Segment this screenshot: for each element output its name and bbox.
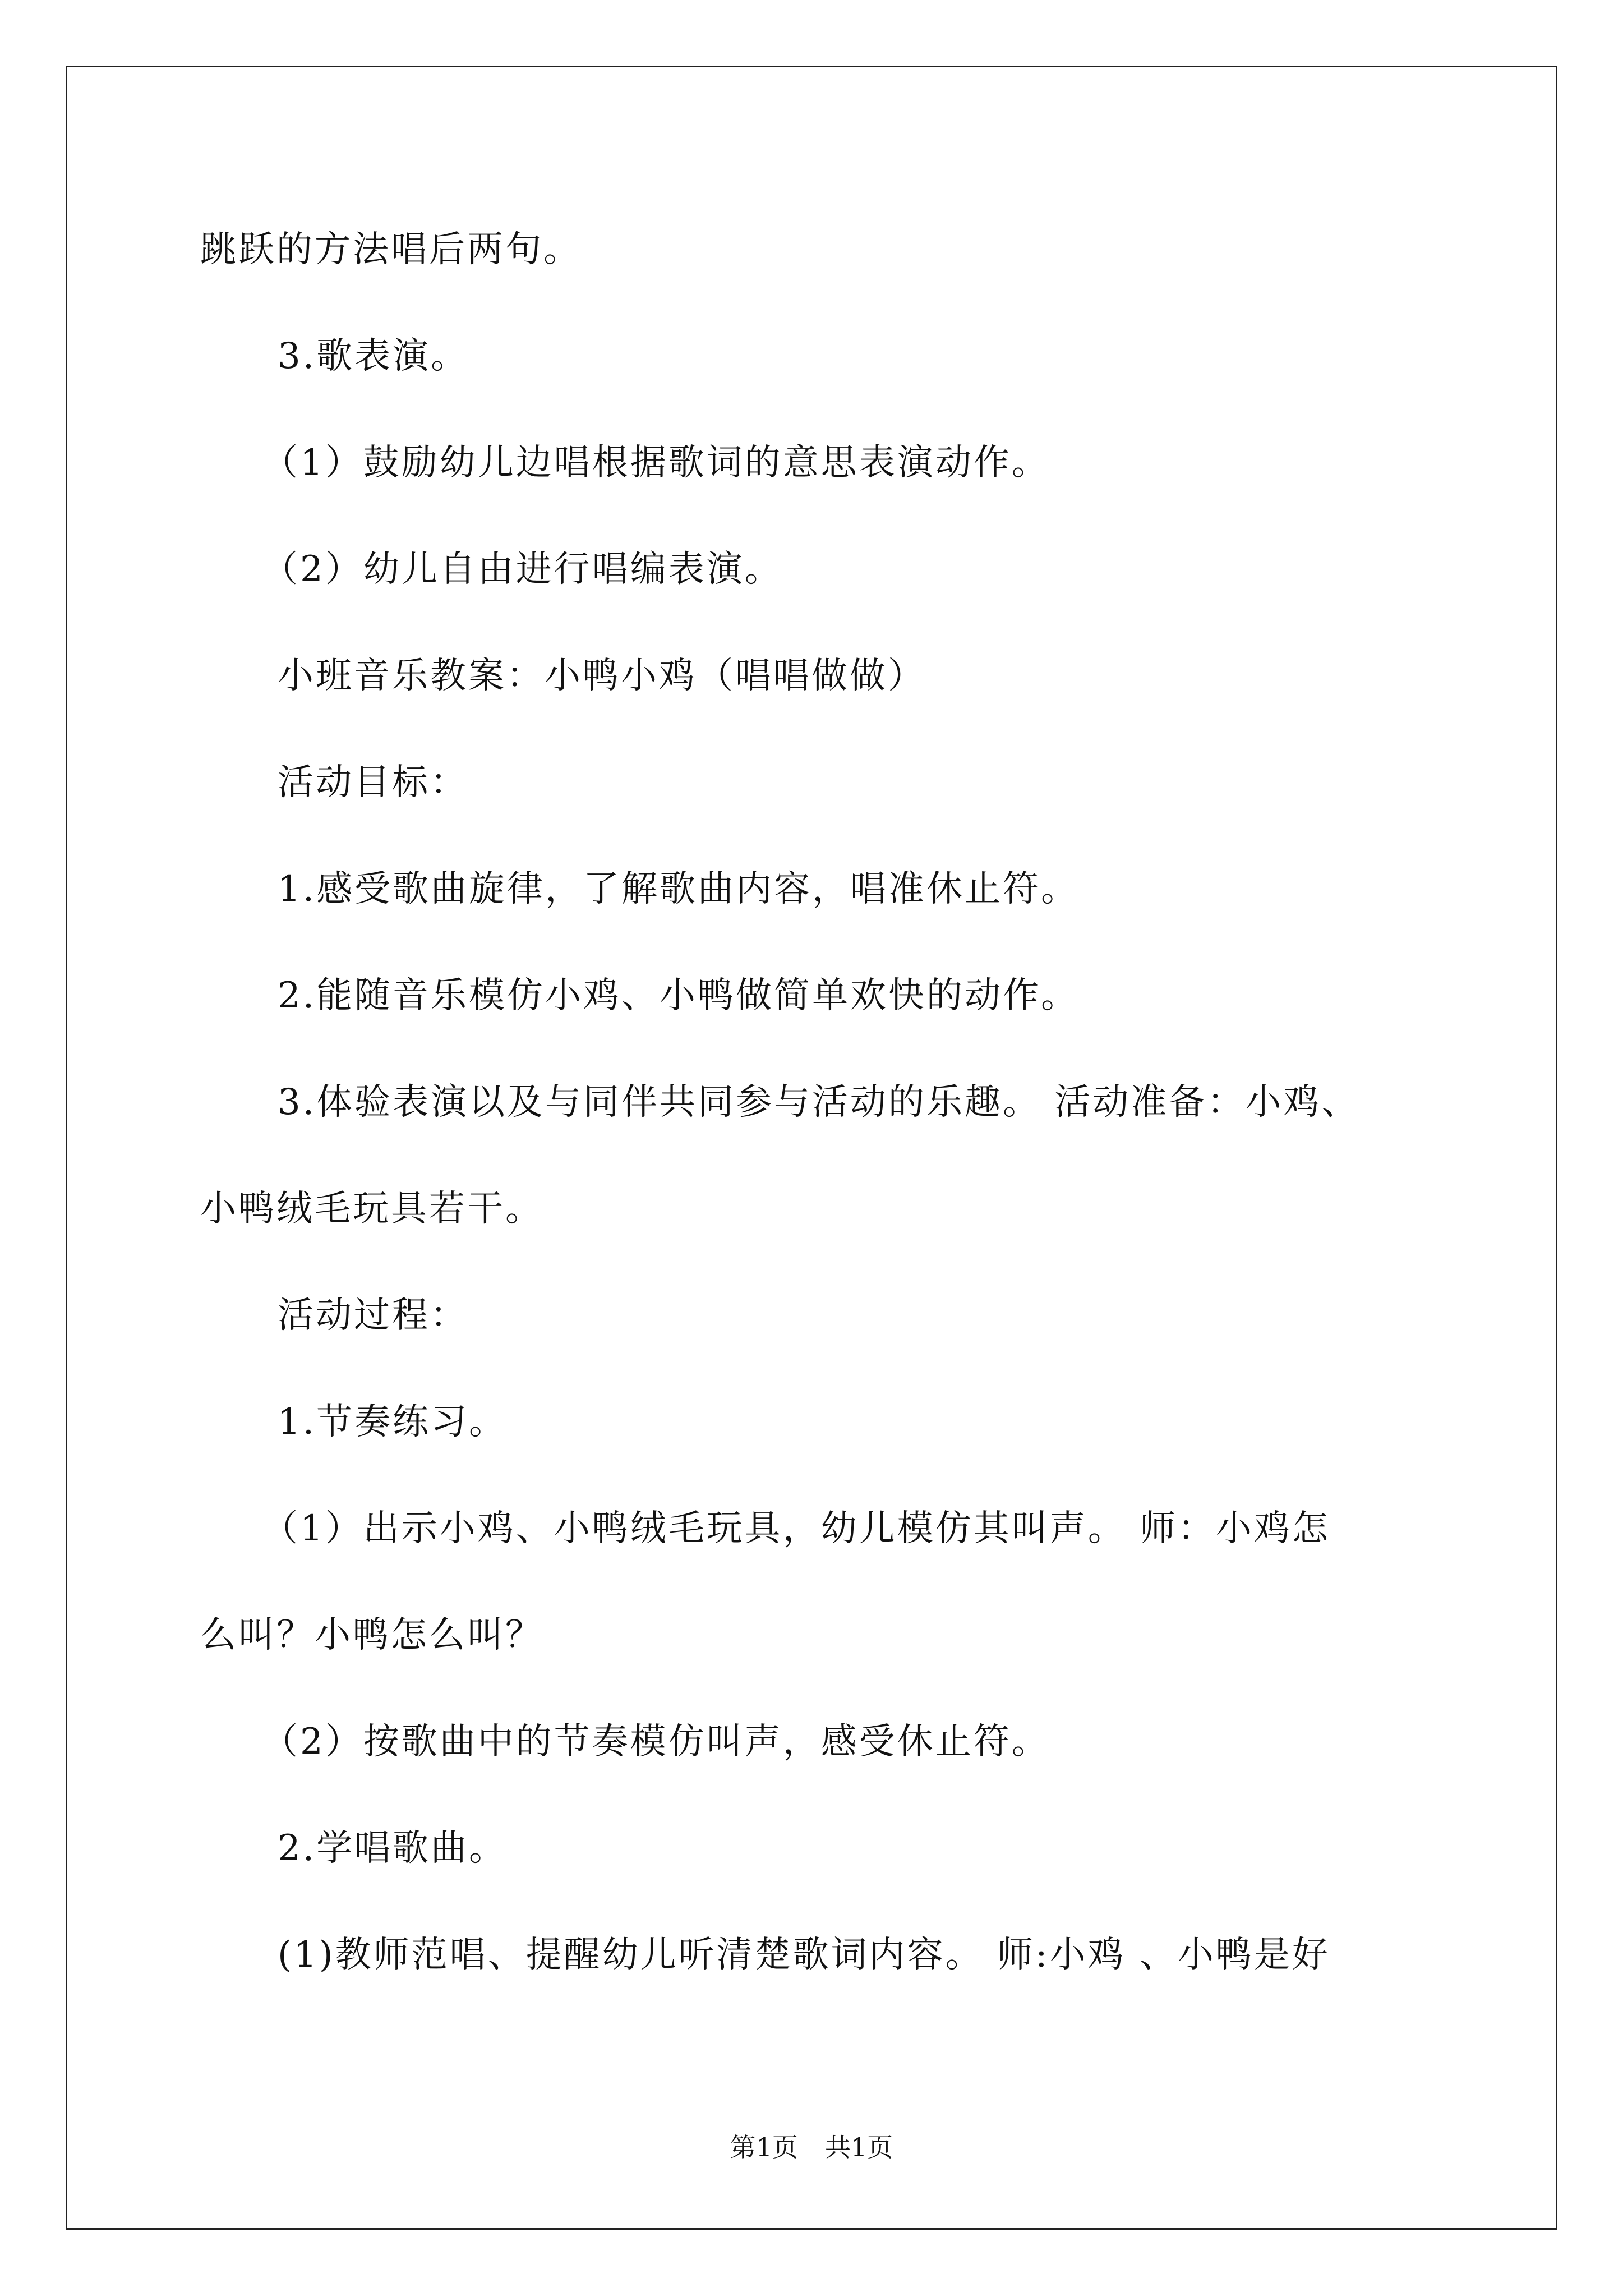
page-footer [0, 2132, 1623, 2163]
paragraph-10: 小鸭绒毛玩具若干。 [200, 1188, 543, 1230]
paragraph-7: 1.感受歌曲旋律，了解歌曲内容，唱准休止符。 [278, 868, 1080, 910]
paragraph-13: （1）出示小鸡、小鸭绒毛玩具，幼儿模仿其叫声。 师：小鸡怎 [262, 1508, 1331, 1549]
page-number-current: 第1页 [730, 2132, 798, 2162]
page-border [66, 66, 1557, 2230]
paragraph-5: 小班音乐教案：小鸭小鸡（唱唱做做） [278, 655, 926, 697]
paragraph-15: （2）按歌曲中的节奏模仿叫声，感受休止符。 [262, 1721, 1050, 1763]
paragraph-11: 活动过程： [278, 1295, 468, 1336]
paragraph-14: 么叫？小鸭怎么叫？ [200, 1614, 543, 1656]
paragraph-1: 跳跃的方法唱后两句。 [200, 229, 582, 270]
paragraph-2: 3.歌表演。 [278, 335, 469, 377]
paragraph-4: （2）幼儿自由进行唱编表演。 [262, 549, 783, 590]
paragraph-9: 3.体验表演以及与同伴共同参与活动的乐趣。 活动准备：小鸡、 [278, 1082, 1360, 1123]
paragraph-12: 1.节奏练习。 [278, 1401, 508, 1443]
paragraph-3: （1）鼓励幼儿边唱根据歌词的意思表演动作。 [262, 442, 1050, 484]
paragraph-16: 2.学唱歌曲。 [278, 1828, 508, 1869]
page-number-total: 共1页 [825, 2132, 893, 2162]
paragraph-6: 活动目标： [278, 762, 468, 803]
paragraph-17: (1)教师范唱、提醒幼儿听清楚歌词内容。 师:小鸡 、小鸭是好 [278, 1934, 1330, 1976]
paragraph-8: 2.能随音乐模仿小鸡、小鸭做简单欢快的动作。 [278, 975, 1080, 1016]
